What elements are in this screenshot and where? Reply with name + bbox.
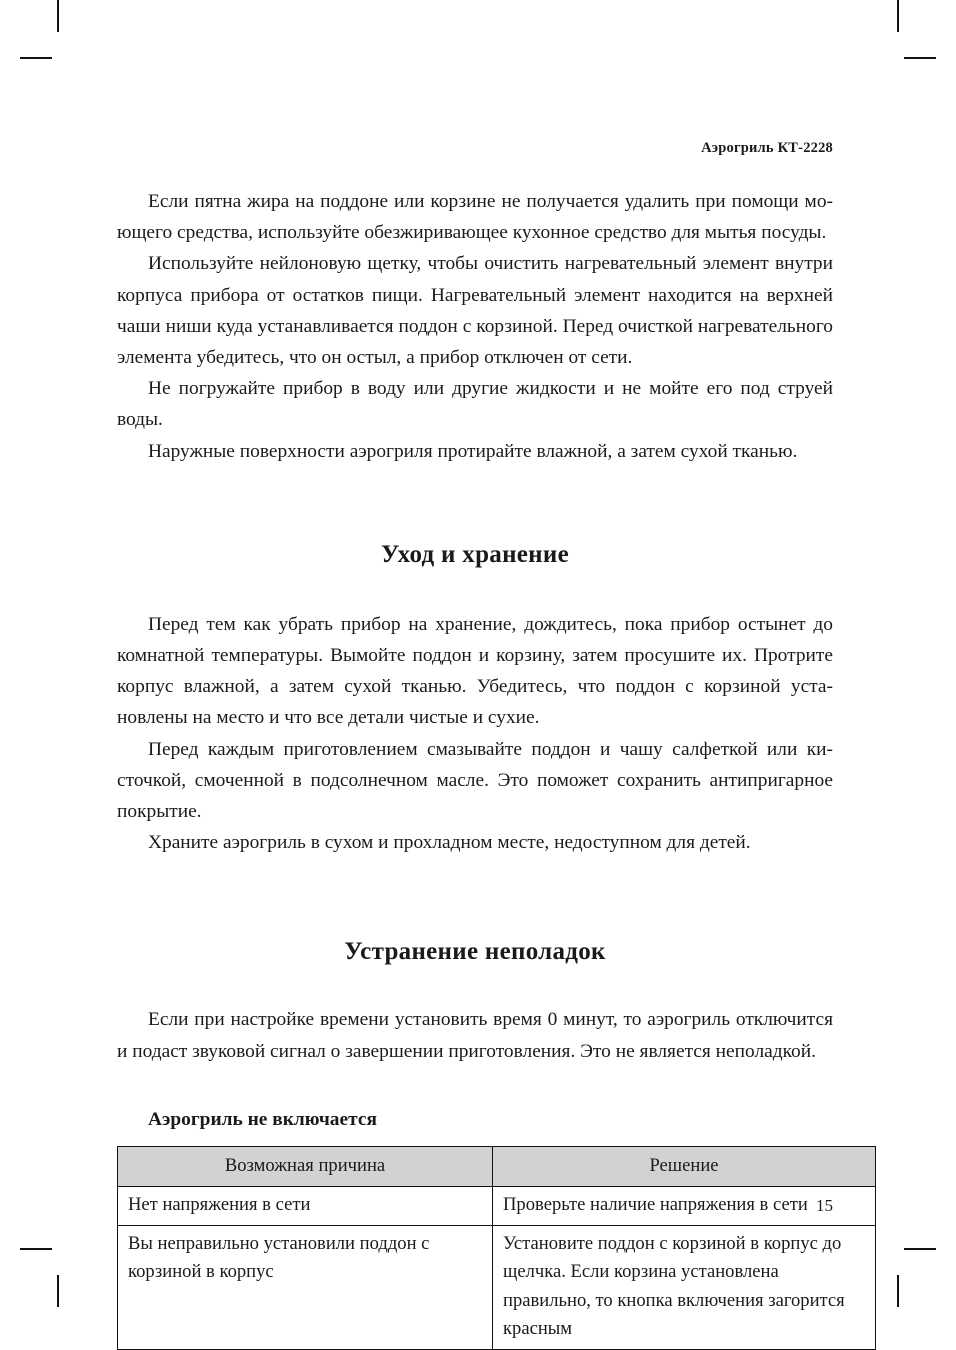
care-paragraph-2: Перед каждым приготовлением смазывайте поддон и чашу салфеткой или кисточкой, смоченной в подсолнечном масле. Это поможет сохранить антипригарное покрытие.: [117, 738, 833, 823]
crop-mark-bottom-right-vertical: [897, 1275, 899, 1307]
crop-mark-top-left-vertical: [57, 0, 59, 32]
spacer-after-care-heading: [117, 569, 833, 609]
crop-mark-bottom-right-horizontal: [904, 1248, 936, 1250]
care-paragraph-3: Храните аэрогриль в сухом и прохладном месте, недоступном для детей.: [148, 832, 751, 854]
spacer-before-subheading: [117, 1067, 833, 1109]
intro-paragraph-2: Используйте нейлоновую щетку, чтобы очистить нагревательный элемент внутри корпуса прибора от остатков пищи. Нагревательный элемент находится на верхней чаши ниши куда устанавливается поддон с корзиной. Перед очисткой нагревательного элемента убедитесь, что он остыл, а прибор отключен от сети.: [117, 253, 833, 369]
running-head: Аэрогриль КТ-2228: [701, 140, 833, 156]
intro-paragraph-3: Не погружайте прибор в воду или другие жидкости и не мойте его под струей воды.: [117, 378, 833, 431]
crop-mark-bottom-left-vertical: [57, 1275, 59, 1307]
page-body: [117, 0, 845, 1340]
table-header-cause: Возможная причина: [118, 1146, 493, 1187]
troubleshooting-section-heading: Устранение неполадок: [344, 938, 606, 966]
spacer-before-troubleshooting-heading: [117, 858, 833, 938]
spacer-before-table: [117, 1131, 833, 1146]
table-header-solution: Решение: [493, 1146, 876, 1187]
table-cell-cause: Вы неправильно установили поддон с корзиной в корпус: [118, 1225, 493, 1349]
table-row: [118, 1187, 876, 1226]
table-row: [118, 1225, 876, 1349]
troubleshooting-subheading: Аэрогриль не включается: [148, 1108, 377, 1130]
care-section-heading: Уход и хранение: [381, 540, 569, 568]
troubleshooting-table: [117, 1146, 876, 1350]
spacer-after-troubleshooting-heading: [117, 966, 833, 1004]
table-cell-solution: Установите поддон с корзиной в корпус до щелчка. Если корзина установлена правильно, то кнопка включения загорится красным: [493, 1225, 876, 1349]
crop-mark-top-right-horizontal: [904, 57, 936, 59]
crop-mark-top-left-horizontal: [20, 57, 52, 59]
intro-paragraph-4: Наружные поверхности аэрогриля протирайте влажной, а затем сухой тканью.: [148, 440, 798, 462]
table-cell-solution: Проверьте наличие напряжения в сети: [493, 1187, 876, 1226]
page-number: 15: [816, 1196, 833, 1215]
page-content: [117, 186, 845, 1350]
spacer-before-care-heading: [117, 467, 833, 541]
crop-mark-top-right-vertical: [897, 0, 899, 32]
troubleshooting-paragraph-1: Если при настройке времени установить время 0 минут, то аэрогриль отключится и подаст звуковой сигнал о завершении приготовления. Это не является неполадкой.: [117, 1009, 833, 1062]
care-paragraph-1: Перед тем как убрать прибор на хранение, дождитесь, пока прибор остынет до комнатной температуры. Вымойте поддон и корзину, затем просушите их. Протрите корпус влажной, а затем сухой тканью. Убедитесь, что поддон с корзиной установлены на место и что все детали чистые и сухие.: [117, 613, 833, 729]
crop-mark-bottom-left-horizontal: [20, 1248, 52, 1250]
intro-paragraph-1: Если пятна жира на поддоне или корзине не получается удалить при помощи моющего средства, используйте обезжиривающее кухонное средство для мытья посуды.: [117, 191, 833, 244]
table-cell-cause: Нет напряжения в сети: [118, 1187, 493, 1226]
table-header-row: [118, 1146, 876, 1187]
